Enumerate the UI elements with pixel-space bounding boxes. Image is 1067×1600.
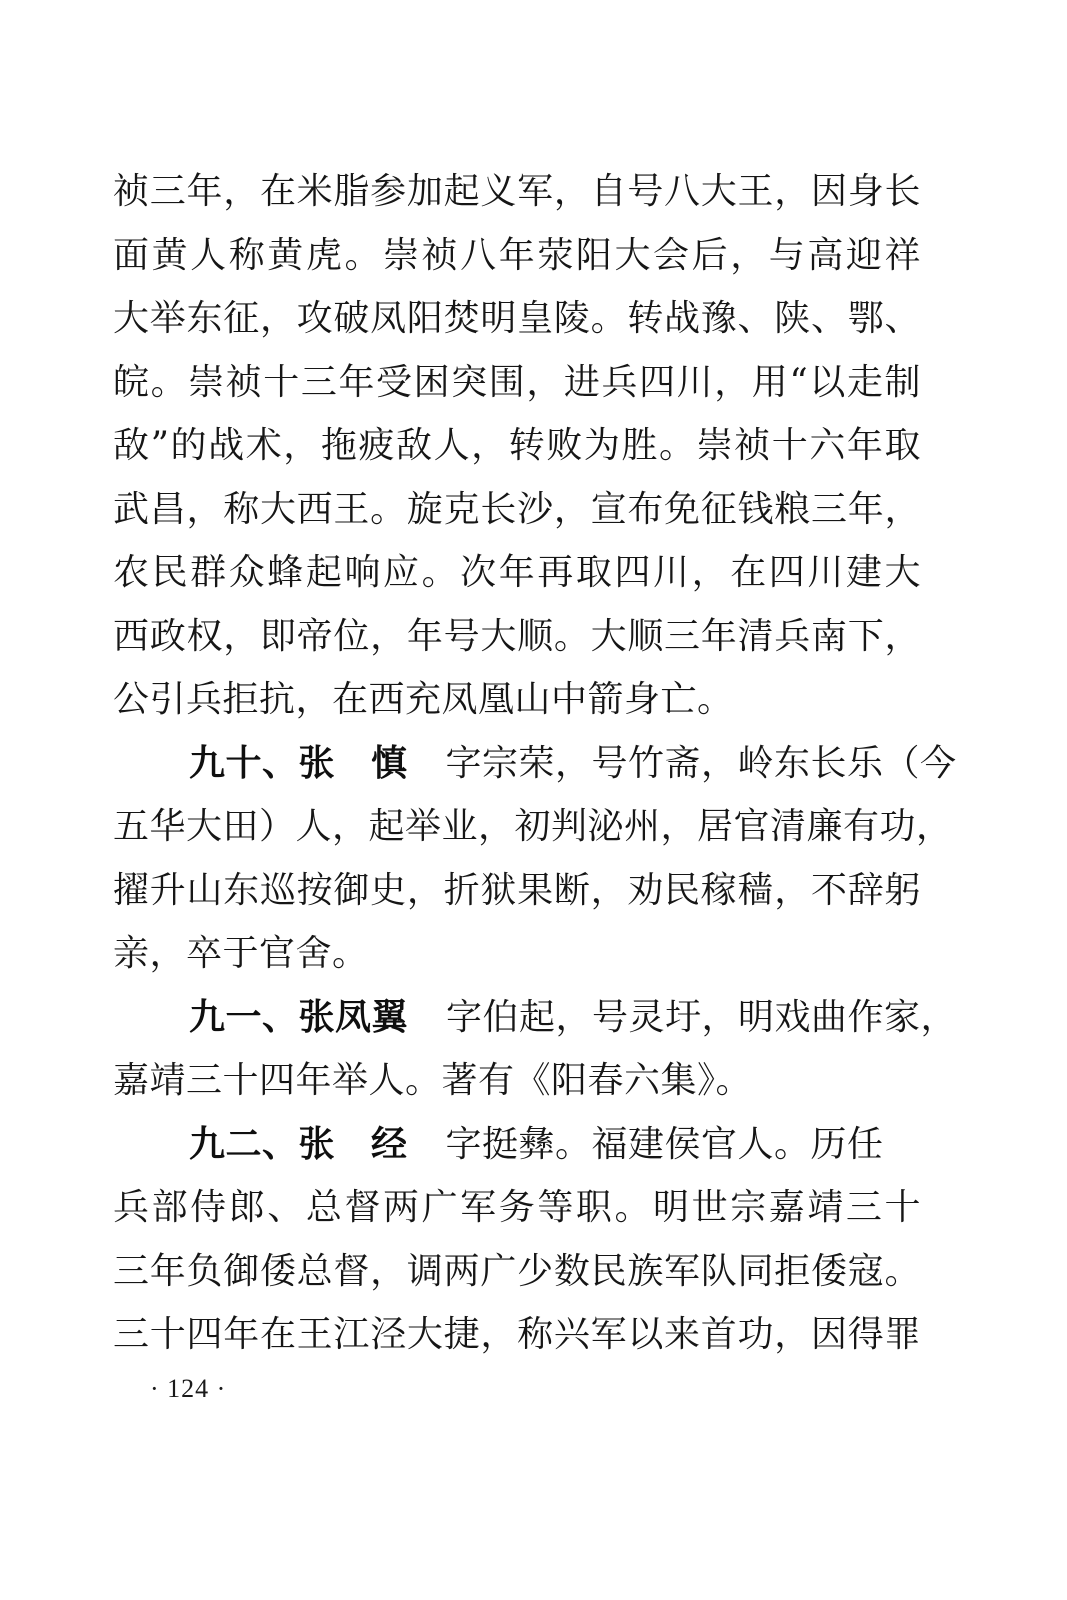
text-line: 敌”的战术，拖疲敌人，转败为胜。崇祯十六年取 [113,425,921,466]
entry-heading-name: 经 [371,1123,408,1165]
entry-first-line-text: 字伯起，号灵圩，明戏曲作家， [446,996,958,1038]
entry-first-line [113,732,957,796]
text-line: 兵部侍郎、总督两广军务等职。明世宗嘉靖三十 [113,1187,921,1228]
paragraph-entry-91 [113,986,958,1113]
text-line: 农民群众蜂起响应。次年再取四川，在四川建大 [113,552,921,593]
text-line: 三年负御倭总督，调两广少数民族军队同拒倭寇。 [113,1250,921,1292]
text-line: 亲，卒于官舍。 [113,933,369,974]
entry-first-line-text: 字宗荣，号竹斋，岭东长乐（今 [445,742,957,784]
entry-first-line [113,986,958,1050]
paragraph-entry-92 [113,1113,921,1367]
entry-heading-name: 慎 [371,742,408,784]
text-line: 公引兵拒抗，在西充凤凰山中箭身亡。 [113,679,734,720]
body-text [113,160,958,1367]
text-line: 嘉靖三十四年举人。著有《阳春六集》。 [113,1060,753,1101]
entry-heading: 九一、张凤翼 [189,996,409,1038]
text-line: 三十四年在王江泾大捷，称兴军以来首功，因得罪 [113,1314,921,1355]
entry-heading [189,743,408,784]
entry-heading [189,1124,408,1165]
text-line: 五华大田）人，起举业，初判泌州，居官清廉有功， [113,806,953,847]
entry-heading-number: 九十、张 [189,742,336,784]
entry-first-line [113,1113,921,1177]
entry-heading-number: 九二、张 [189,1123,336,1165]
paragraph-zhang-xianzhong-continued [113,160,921,732]
text-line: 武昌，称大西王。旋克长沙，宣布免征钱粮三年， [113,488,921,530]
text-line: 面黄人称黄虎。崇祯八年荥阳大会后，与高迎祥 [113,234,921,276]
paragraph-entry-90 [113,732,957,986]
entry-first-line-text: 字挺彝。福建侯官人。历任 [445,1123,884,1165]
text-line: 西政权，即帝位，年号大顺。大顺三年清兵南下， [113,615,921,657]
text-line: 祯三年，在米脂参加起义军，自号八大王，因身长 [113,171,921,212]
text-line: 皖。崇祯十三年受困突围，进兵四川，用“以走制 [113,361,921,403]
text-line: 擢升山东巡按御史，折狱果断，劝民稼穑，不辞躬 [113,869,921,911]
text-line: 大举东征，攻破凤阳焚明皇陵。转战豫、陕、鄂、 [113,298,921,339]
page-number: · 124 · [150,1374,227,1403]
